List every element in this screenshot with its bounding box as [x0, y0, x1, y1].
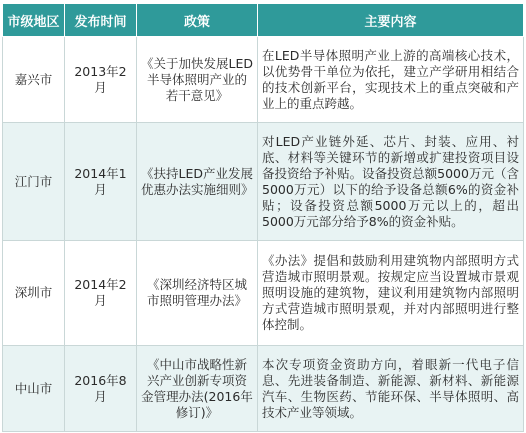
table-row [3, 123, 524, 241]
table-row [3, 346, 524, 432]
cell-region: 嘉兴市 [3, 37, 65, 123]
cell-policy: 《关于加快发展LED半导体照明产业的若干意见》 [137, 37, 258, 123]
header-region: 市级地区 [3, 4, 65, 37]
header-content: 主要内容 [258, 4, 524, 37]
cell-policy: 《扶持LED产业发展优惠办法实施细则》 [137, 123, 258, 241]
cell-date: 2016年8月 [65, 346, 137, 432]
cell-date: 2014年1月 [65, 123, 137, 241]
cell-region: 江门市 [3, 123, 65, 241]
table-header-row [3, 4, 524, 37]
cell-region: 深圳市 [3, 241, 65, 346]
table-row [3, 37, 524, 123]
cell-content: 《办法》提倡和鼓励利用建筑物内部照明方式营造城市照明景观。按规定应当设置城市景观照明设施的建筑物，建议利用建筑物内部照明方式营造城市照明景观，并对内部照明进行整体控制。 [258, 241, 524, 346]
cell-content: 本次专项资金资助方向，着眼新一代电子信息、先进装备制造、新能源、新材料、新能源汽车、生物医药、节能环保、半导体照明、高技术产业等领域。 [258, 346, 524, 432]
cell-region: 中山市 [3, 346, 65, 432]
policy-table [2, 3, 524, 432]
header-policy: 政策 [137, 4, 258, 37]
cell-policy: 《深圳经济特区城市照明管理办法》 [137, 241, 258, 346]
cell-date: 2013年2月 [65, 37, 137, 123]
cell-content: 在LED半导体照明产业上游的高端核心技术，以优势骨干单位为依托，建立产学研用相结合的技术创新平台，实现技术上的重点突破和产业上的重点跨越。 [258, 37, 524, 123]
table-row [3, 241, 524, 346]
cell-date: 2014年2月 [65, 241, 137, 346]
header-date: 发布时间 [65, 4, 137, 37]
cell-content: 对LED产业链外延、芯片、封装、应用、衬底、材料等关键环节的新增或扩建投资项目设备投资给予补贴。设备投资总额5000万元（含5000万元）以下的给予设备总额6%的资金补贴；设备投资总额5000万元以上的，超出5000万元部分给予8%的资金补贴。 [258, 123, 524, 241]
cell-policy: 《中山市战略性新兴产业创新专项资金管理办法(2016年修订)》 [137, 346, 258, 432]
